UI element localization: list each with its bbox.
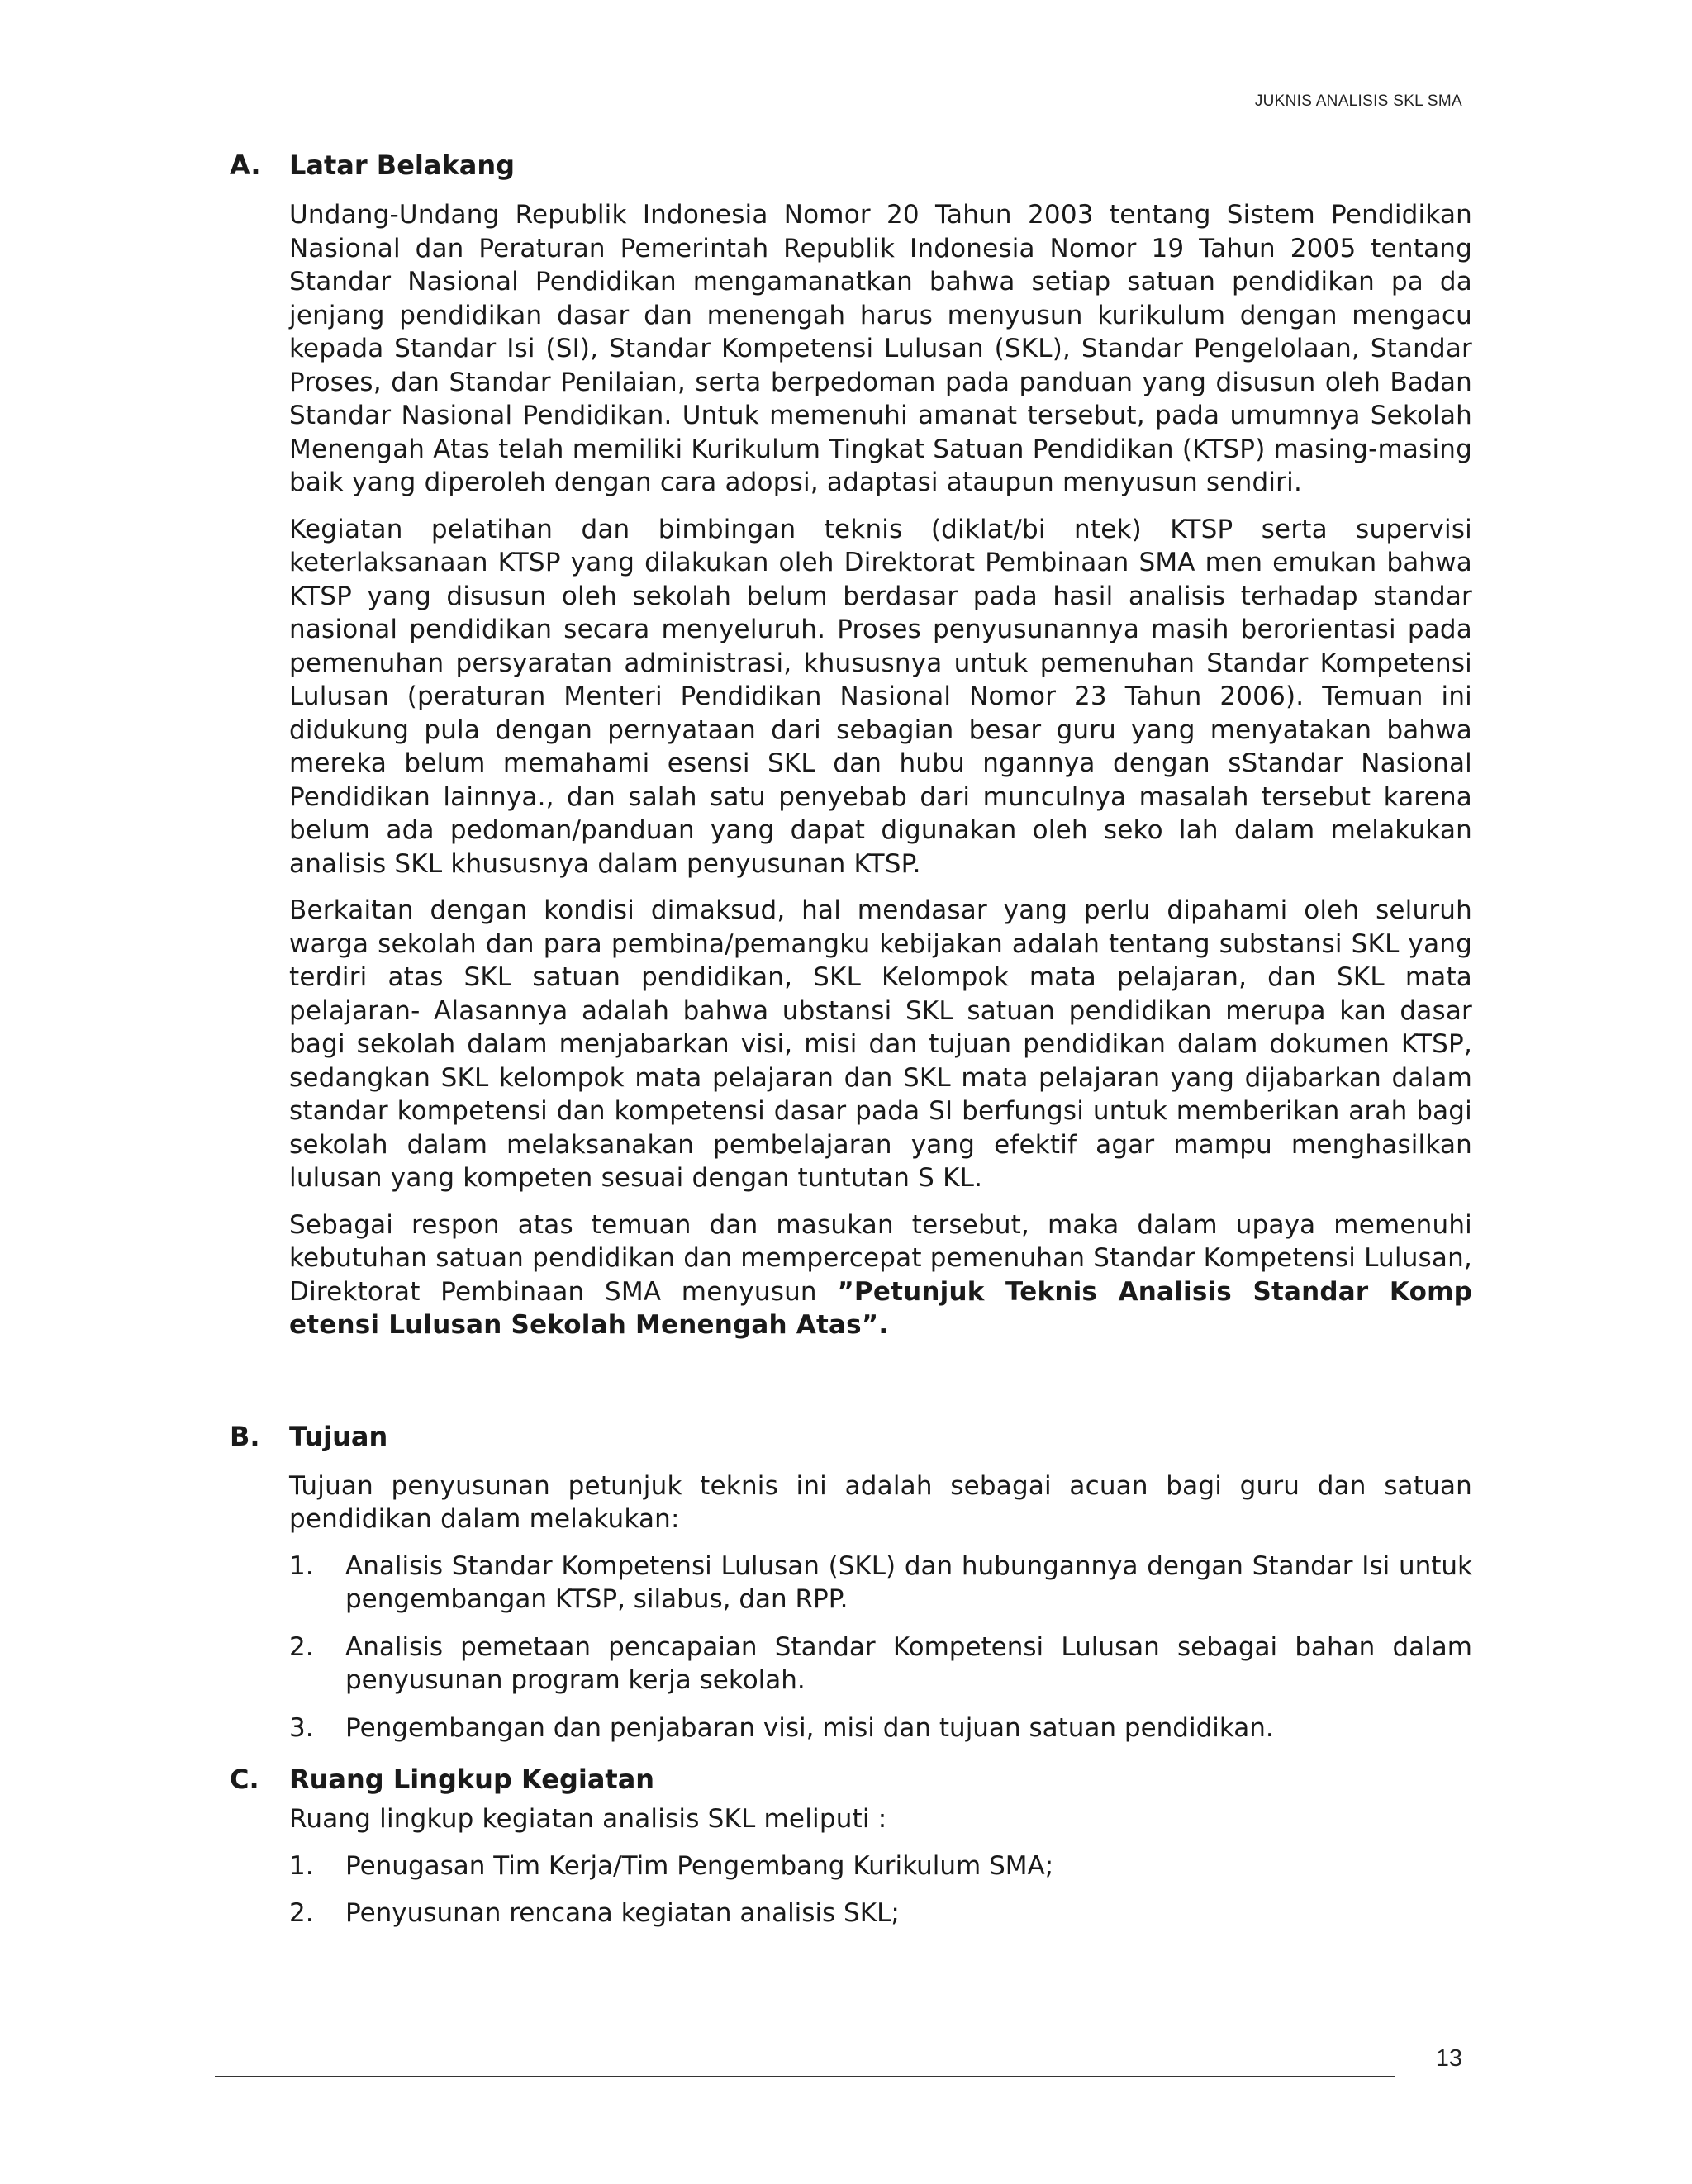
list-item — [289, 1897, 1472, 1930]
paragraph-closing — [289, 1208, 1472, 1342]
section-latar-belakang — [230, 145, 1472, 1342]
list-number: 3. — [289, 1712, 314, 1743]
list-text: Penugasan Tim Kerja/Tim Pengembang Kurikulum SMA; — [345, 1850, 1054, 1881]
list-text: Penyusunan rencana kegiatan analisis SKL; — [345, 1898, 900, 1928]
paragraph: Ruang lingkup kegiatan analisis SKL meliputi : — [289, 1804, 887, 1834]
paragraph: Kegiatan pelatihan dan bimbingan teknis (diklat/bi ntek) KTSP serta supervisi keterlaksanaan KTSP yang dilakukan oleh Direktorat Pembinaan SMA men emukan bahwa KTSP yang disusun oleh sekolah belum berdasar pada hasil analisis terhadap standar nasional pendidikan secara menyeluruh. Proses penyusunannya masih berorientasi pada pemenuhan persyaratan administrasi, khususnya untuk pemenuhan Standar Kompetensi Lulusan (peraturan Menteri Pendidikan Nasional Nomor 23 Tahun 2006). Temuan ini didukung pula dengan pernyataan dari sebagian besar guru yang menyatakan bahwa mereka belum memahami esensi SKL dan hubu ngannya dengan sStandar Nasional Pendidikan lainnya., dan salah satu penyebab dari munculnya masalah tersebut karena belum ada pedoman/panduan yang dapat digunakan oleh seko lah dalam melakukan analisis SKL khususnya dalam penyusunan KTSP. — [289, 514, 1472, 879]
document-title-bold: ”Petunjuk Teknis Analisis Standar Komp etensi Lulusan Sekolah Menengah Atas”. — [289, 1276, 1472, 1340]
list-number: 1. — [289, 1850, 314, 1881]
numbered-list — [289, 1550, 1472, 1745]
section-body — [289, 1802, 1472, 1930]
paragraph: Berkaitan dengan kondisi dimaksud, hal mendasar yang perlu dipahami oleh seluruh warga sekolah dan para pembina/pemangku kebijakan adalah tentang substansi SKL yang terdiri atas SKL satuan pendidikan, SKL Kelompok mata pelajaran, dan SKL mata pelajaran- Alasannya adalah bahwa ubstansi SKL satuan pendidikan merupa kan dasar bagi sekolah dalam menjabarkan visi, misi dan tujuan pendidikan dalam dokumen KTSP, sedangkan SKL kelompok mata pelajaran dan SKL mata pelajaran yang dijabarkan dalam standar kompetensi dan kompetensi dasar pada SI berfungsi untuk memberikan arah bagi sekolah dalam melaksanakan pembelajaran yang efektif agar mampu menghasilkan lulusan yang kompeten sesuai dengan tuntutan S KL. — [289, 895, 1472, 1193]
footer-rule — [215, 2076, 1395, 2077]
section-heading — [230, 1759, 1472, 1799]
paragraph: Undang-Undang Republik Indonesia Nomor 20 Tahun 2003 tentang Sistem Pendidikan Nasional dan Peraturan Pemerintah Republik Indonesia Nomor 19 Tahun 2005 tentang Standar Nasional Pendidikan mengamanatkan bahwa setiap satuan pendidikan pa da jenjang pendidikan dasar dan menengah harus menyusun kurikulum dengan mengacu kepada Standar Isi (SI), Standar Kompetensi Lulusan (SKL), Standar Pengelolaan, Standar Proses, dan Standar Penilaian, serta berpedoman pada panduan yang disusun oleh Badan Standar Nasional Pendidikan. Untuk memenuhi amanat tersebut, pada umumnya Sekolah Menengah Atas telah memiliki Kurikulum Tingkat Satuan Pendidikan (KTSP) masing-masing baik yang diperoleh dengan cara adopsi, adaptasi ataupun menyusun sendiri. — [289, 200, 1472, 497]
section-heading — [230, 145, 1472, 185]
section-title: Tujuan — [289, 1420, 388, 1452]
list-number: 1. — [289, 1550, 314, 1581]
list-text: Analisis Standar Kompetensi Lulusan (SKL) dan hubungannya dengan Standar Isi untuk pengembangan KTSP, silabus, dan RPP. — [345, 1550, 1472, 1614]
list-number: 2. — [289, 1631, 314, 1662]
list-item — [289, 1631, 1472, 1697]
section-ruang-lingkup — [230, 1759, 1472, 1930]
list-item — [289, 1550, 1472, 1617]
section-tujuan — [230, 1417, 1472, 1745]
section-title: Ruang Lingkup Kegiatan — [289, 1764, 655, 1795]
section-title: Latar Belakang — [289, 150, 516, 181]
section-heading — [230, 1417, 1472, 1456]
section-letter: A. — [230, 150, 261, 181]
running-header: JUKNIS ANALISIS SKL SMA — [1254, 93, 1462, 110]
list-text: Analisis pemetaan pencapaian Standar Kompetensi Lulusan sebagai bahan dalam penyusunan program kerja sekolah. — [345, 1631, 1472, 1695]
section-body — [289, 198, 1472, 1342]
numbered-list — [289, 1849, 1472, 1930]
section-body — [289, 1469, 1472, 1745]
list-item — [289, 1849, 1472, 1883]
list-text: Pengembangan dan penjabaran visi, misi dan tujuan satuan pendidikan. — [345, 1712, 1274, 1743]
page-number: 13 — [1435, 2045, 1462, 2072]
paragraph: Tujuan penyusunan petunjuk teknis ini adalah sebagai acuan bagi guru dan satuan pendidikan dalam melakukan: — [289, 1470, 1472, 1534]
document-body — [230, 145, 1472, 1944]
list-number: 2. — [289, 1898, 314, 1928]
list-item — [289, 1712, 1472, 1745]
closing-text: Sebagai respon atas temuan dan masukan tersebut, maka dalam upaya memenuhi kebutuhan satuan pendidikan dan mempercepat pemenuhan Standar Kompetensi Lulusan, Direktorat Pembinaan SMA menyusun — [289, 1209, 1472, 1307]
section-letter: B. — [230, 1420, 260, 1452]
section-letter: C. — [230, 1764, 259, 1795]
